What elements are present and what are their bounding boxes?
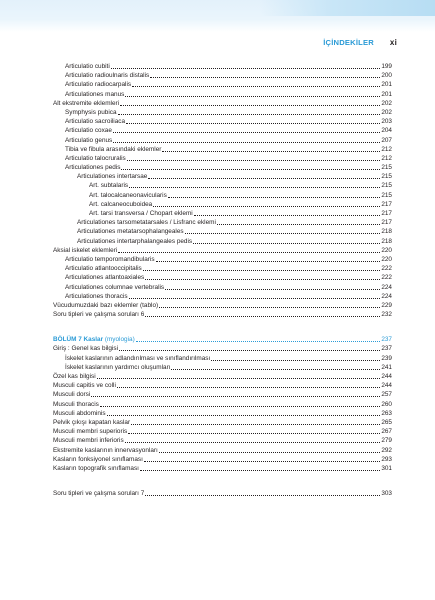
toc-entry[interactable] xyxy=(53,237,392,246)
toc-entry-title: Musculi membri inferioris xyxy=(53,437,124,445)
dot-leader xyxy=(145,315,380,317)
toc-entry-title: Art. subtalaris xyxy=(89,182,129,190)
toc-entry[interactable] xyxy=(53,400,392,409)
toc-entry-page: 199 xyxy=(381,63,392,70)
toc-entry-title: Özel kas bilgisi xyxy=(53,373,96,380)
toc-entry[interactable] xyxy=(53,427,392,436)
toc-entry-page: 241 xyxy=(381,363,392,371)
toc-entry[interactable] xyxy=(53,218,392,227)
toc-entry[interactable] xyxy=(53,264,392,273)
dot-leader xyxy=(118,113,381,115)
toc-entry-page: 215 xyxy=(381,182,392,190)
toc-entry-page: 229 xyxy=(381,301,392,309)
toc-entry-title: Musculi dorsi xyxy=(53,391,91,399)
toc-entry-title: Articulatio sacroiliaca xyxy=(65,118,126,126)
dot-leader xyxy=(150,76,380,78)
dot-leader xyxy=(113,141,380,143)
toc-entry-page: 222 xyxy=(381,265,392,273)
top-decorative-band xyxy=(0,0,435,32)
toc-entry[interactable] xyxy=(53,62,392,71)
toc-entry-title: Articulatio genus xyxy=(65,136,113,144)
toc-entry-title: Soru tipleri ve çalışma soruları 7 xyxy=(53,490,145,498)
toc-entry[interactable] xyxy=(53,372,392,381)
toc-entry[interactable] xyxy=(53,273,392,282)
toc-entry-title: Articulationes manus xyxy=(65,90,125,98)
toc-entry[interactable] xyxy=(53,464,392,473)
toc-entry-title: Articulatio radioulnaris distalis xyxy=(65,72,150,80)
toc-entry-page: 212 xyxy=(381,154,392,162)
toc-entry-page: 217 xyxy=(381,219,392,227)
dot-leader xyxy=(118,251,380,253)
toc-entry[interactable] xyxy=(53,409,392,418)
toc-entry-page: 220 xyxy=(381,255,392,263)
toc-entry[interactable] xyxy=(53,136,392,145)
toc-entry[interactable] xyxy=(53,344,392,353)
toc-entry-page: 257 xyxy=(381,391,392,399)
dot-leader xyxy=(132,85,380,87)
dot-leader xyxy=(120,104,380,106)
chapter-page: 237 xyxy=(381,336,392,344)
toc-entry-title: Articulationes thoracis xyxy=(65,292,128,300)
toc-entry-page: 244 xyxy=(381,373,392,380)
toc-entry-title: Musculi abdominis xyxy=(53,409,106,417)
dot-leader xyxy=(127,159,381,161)
toc-entry[interactable] xyxy=(53,108,392,117)
toc-entry-title: Aksial iskelet eklemleri xyxy=(53,246,118,254)
toc-entry[interactable] xyxy=(53,292,392,301)
toc-entry[interactable] xyxy=(53,363,392,372)
toc-entry-title: Articulatio cubiti xyxy=(65,63,110,70)
spacer xyxy=(53,319,392,335)
dot-leader xyxy=(193,242,380,244)
toc-entry-title: Symphysis pubica xyxy=(65,108,117,116)
dot-leader xyxy=(159,451,381,453)
toc-entry-title: Art. tarsi transversa / Chopart eklemi xyxy=(89,210,193,217)
dot-leader xyxy=(144,460,380,462)
dot-leader xyxy=(143,269,381,271)
toc-entry-page: 212 xyxy=(381,145,392,153)
toc-entry-page: 224 xyxy=(381,292,392,300)
toc-entry-final[interactable] xyxy=(53,489,392,498)
toc-entry-page: 201 xyxy=(381,81,392,89)
toc-entry-title: Articulationes atlantoaxiales xyxy=(65,274,145,282)
chapter-subtitle: (myologia) xyxy=(104,336,135,344)
dot-leader xyxy=(145,278,380,280)
toc-entry[interactable] xyxy=(53,172,392,181)
dot-leader xyxy=(165,288,380,290)
toc-entry-title: Kasların topografik sınıflaması xyxy=(53,464,139,472)
toc-entry[interactable] xyxy=(53,209,392,218)
toc-entry[interactable] xyxy=(53,255,392,264)
toc-entry-page: 201 xyxy=(381,90,392,98)
dot-leader xyxy=(121,168,380,170)
toc-entry-title: İskelet kaslarının yardımcı oluşumları xyxy=(65,363,171,371)
dot-leader xyxy=(107,414,381,416)
toc-entry-page: 202 xyxy=(381,108,392,116)
toc-entry-page: 218 xyxy=(381,237,392,245)
toc-entry-title: Articulationes columnae vertebralis xyxy=(65,283,165,291)
toc-entry[interactable] xyxy=(53,71,392,80)
toc-entry-title: Articulationes intertarphalangeales pedis xyxy=(77,237,193,245)
dot-leader xyxy=(126,122,380,124)
toc-entry-page: 203 xyxy=(381,118,392,126)
toc-entry[interactable] xyxy=(53,246,392,255)
toc-entry-page: 215 xyxy=(381,191,392,199)
toc-entry-page: 232 xyxy=(381,311,392,319)
page-number: xi xyxy=(389,38,397,47)
toc-entry-page: 200 xyxy=(381,72,392,80)
toc-entry-title: Articulatio temporomandibularis xyxy=(65,255,155,263)
toc-entry-page: 204 xyxy=(381,127,392,135)
toc-entry-title: Tibia ve fibula arasındaki eklemler xyxy=(65,145,162,153)
toc-entry-page: 260 xyxy=(381,400,392,408)
toc-entry[interactable] xyxy=(53,436,392,445)
dot-leader xyxy=(128,432,380,434)
toc-entry[interactable] xyxy=(53,354,392,363)
toc-entry-page: 218 xyxy=(381,228,392,236)
toc-entry-page: 279 xyxy=(381,437,392,445)
toc-entry[interactable] xyxy=(53,99,392,108)
toc-entry-title: Soru tipleri ve çalışma soruları 6 xyxy=(53,311,145,319)
dot-leader xyxy=(129,297,381,299)
toc-entry[interactable] xyxy=(53,381,392,390)
table-of-contents xyxy=(53,62,392,498)
dot-leader xyxy=(171,368,380,370)
toc-entry-page: 217 xyxy=(381,210,392,217)
chapter-heading[interactable] xyxy=(53,335,392,344)
dot-leader xyxy=(211,359,380,361)
dot-leader xyxy=(131,423,380,425)
toc-entry[interactable] xyxy=(53,191,392,200)
dot-leader xyxy=(111,67,381,69)
dot-leader xyxy=(140,469,380,471)
toc-entry-title: Articulationes metatarsophalangeales xyxy=(77,228,184,236)
toc-entry-page: 220 xyxy=(381,246,392,254)
spacer xyxy=(53,473,392,489)
dot-leader xyxy=(156,260,381,262)
dot-leader xyxy=(91,395,380,397)
dot-leader xyxy=(185,232,381,234)
toc-entry-page: 207 xyxy=(381,136,392,144)
toc-entry-page: 224 xyxy=(381,283,392,291)
toc-entry[interactable] xyxy=(53,145,392,154)
toc-entry-title: Pelvik çıkışı kapatan kaslar xyxy=(53,418,131,426)
dot-leader xyxy=(194,214,381,216)
toc-entry-page: 244 xyxy=(381,382,392,390)
toc-entry-title: Articulationes tarsometatarsales / Lisfranc eklemi xyxy=(77,219,216,227)
toc-entry[interactable] xyxy=(53,80,392,89)
dot-leader xyxy=(117,386,380,388)
running-header xyxy=(323,38,397,50)
toc-entry-title: Art. calcaneocuboidea xyxy=(89,200,153,208)
toc-entry-title: Vücudumuzdaki bazı eklemler (tablo) xyxy=(53,301,159,309)
toc-entry-title: Art. talocalcaneonavicularis xyxy=(89,191,167,199)
toc-entry-title: Alt ekstremite eklemleri xyxy=(53,99,120,107)
chapter-title xyxy=(53,335,135,344)
toc-entry-title: Articulationes intertarsae xyxy=(77,173,148,181)
dot-leader xyxy=(113,131,380,133)
toc-entry[interactable] xyxy=(53,446,392,455)
toc-entry-title: Articulationes pedis xyxy=(65,164,121,172)
dot-leader xyxy=(100,405,381,407)
dot-leader xyxy=(125,441,381,443)
toc-entry-title: Articulatio atlantooccipitalis xyxy=(65,265,142,273)
dot-leader xyxy=(145,494,380,496)
toc-entry-page: 222 xyxy=(381,274,392,282)
toc-entry-page: 293 xyxy=(381,455,392,463)
toc-entry[interactable] xyxy=(53,301,392,310)
dot-leader xyxy=(129,186,380,188)
dot-leader xyxy=(153,205,380,207)
toc-entry-title: Articulatio talocruralis xyxy=(65,154,126,162)
toc-entry-page: 265 xyxy=(381,418,392,426)
toc-entry[interactable] xyxy=(53,181,392,190)
toc-entry-page: 237 xyxy=(381,345,392,353)
toc-entry-page: 215 xyxy=(381,173,392,181)
toc-entry[interactable] xyxy=(53,227,392,236)
toc-entry[interactable] xyxy=(53,154,392,163)
toc-entry-page: 267 xyxy=(381,428,392,436)
toc-entry-title: Musculi capitis ve colli xyxy=(53,382,116,390)
dot-leader xyxy=(97,377,381,379)
dot-leader xyxy=(148,177,380,179)
toc-entry[interactable] xyxy=(53,283,392,292)
toc-entry-title: Musculi thoracis xyxy=(53,400,99,408)
dot-leader xyxy=(217,223,380,225)
toc-entry-page: 303 xyxy=(381,490,392,498)
dot-leader xyxy=(159,306,380,308)
dot-leader xyxy=(168,196,381,198)
header-stripe xyxy=(260,0,435,16)
chapter-label: BÖLÜM 7 Kaslar xyxy=(53,336,104,344)
toc-entry[interactable] xyxy=(53,418,392,427)
toc-part-2 xyxy=(53,344,392,473)
toc-entry[interactable] xyxy=(53,200,392,209)
dot-leader xyxy=(162,150,380,152)
section-title: İÇİNDEKİLER xyxy=(323,38,374,47)
toc-entry[interactable] xyxy=(53,455,392,464)
toc-entry[interactable] xyxy=(53,163,392,172)
toc-entry-page: 263 xyxy=(381,409,392,417)
toc-entry[interactable] xyxy=(53,126,392,135)
toc-entry-page: 239 xyxy=(381,354,392,362)
toc-entry-title: Articulatio radiocarpalis xyxy=(65,81,132,89)
dot-leader xyxy=(119,349,380,351)
toc-entry-page: 215 xyxy=(381,164,392,172)
toc-entry[interactable] xyxy=(53,390,392,399)
toc-entry[interactable] xyxy=(53,90,392,99)
toc-entry[interactable] xyxy=(53,310,392,319)
toc-entry-page: 217 xyxy=(381,200,392,208)
toc-part-1 xyxy=(53,62,392,319)
toc-entry[interactable] xyxy=(53,117,392,126)
toc-entry-title: Kasların fonksiyonel sınıflaması xyxy=(53,455,143,463)
toc-entry-title: Musculi membri superioris xyxy=(53,428,128,436)
toc-entry-page: 301 xyxy=(381,464,392,472)
toc-entry-title: Ekstremite kaslarının innervasyonları xyxy=(53,446,158,454)
toc-entry-page: 202 xyxy=(381,99,392,107)
toc-entry-title: İskelet kaslarının adlandırılması ve sınıflandırılması xyxy=(65,354,211,362)
dot-leader xyxy=(136,340,381,342)
toc-entry-title: Articulatio coxae xyxy=(65,127,112,135)
toc-entry-title: Giriş : Genel kas bilgisi xyxy=(53,345,118,353)
toc-entry-page: 292 xyxy=(381,446,392,454)
dot-leader xyxy=(125,95,380,97)
